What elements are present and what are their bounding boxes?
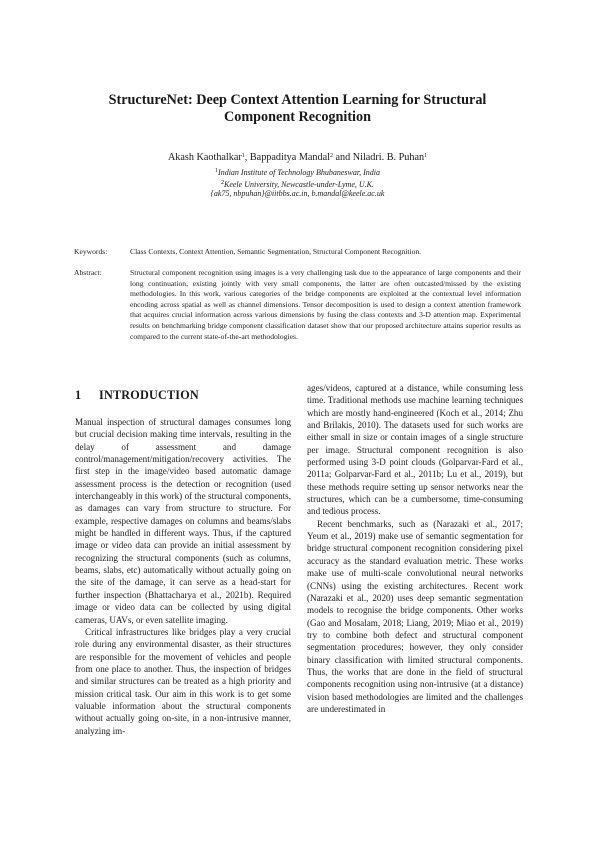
abstract-text: Structural component recognition using images is a very challenging task due to the appearance of large components and their long continuation, existing jointly with very small components, the latter are often outcasted/missed by the existing methodologies. In this work, various categories of the bridge components are exploited at the contextual level information encoding across spatial as well as channel dimensions. Tensor decomposition is used to design a context attention framework that acquires crucial information across various dimensions by fusing the class contexts and 3-D attention map. Experimental results on benchmarking bridge component classification dataset show that our proposed architecture attains superior results as compared to the current state-of-the-art methodologies. <box>130 268 521 341</box>
author-affiliation-mark: 1 <box>424 153 428 159</box>
author-emails: {ak75, nbpuhan}@iitbbs.ac.in, b.mandal@keele.ac.uk <box>210 189 385 198</box>
paper-title-line-2: Component Recognition <box>223 109 371 125</box>
paper-title-line-1: StructureNet: Deep Context Attention Learning for Structural <box>108 92 487 108</box>
affiliation-1 <box>60 166 535 178</box>
author-name: Bappaditya Mandal <box>249 152 330 163</box>
keywords-label: Keywords: <box>74 247 108 256</box>
keywords-text: Class Contexts, Context Attention, Semantic Segmentation, Structural Component Recognition. <box>130 247 422 256</box>
affiliation-mark: 1 <box>215 168 219 174</box>
paragraph: Critical infrastructures like bridges play a very crucial role during any environmental disaster, as their structures are responsible for the movement of vehicles and people from one place to another. Thus, the inspection of bridges and similar structures can be treated as a high priority and mission critical task. Our aim in this work is to get some valuable information about the structural components without actually going on-site, in a non-intrusive manner, analyzing im- <box>75 626 291 736</box>
section-title: INTRODUCTION <box>99 388 199 402</box>
affiliation-text: Indian Institute of Technology Bhubaneswar, India <box>218 168 380 177</box>
left-column <box>75 388 291 737</box>
section-heading <box>75 388 291 402</box>
affiliation-mark: 2 <box>220 180 224 186</box>
affiliation-text: Keele University, Newcastle-under-Lyme, U.K. <box>223 180 374 189</box>
author-affiliation-mark: 1 <box>241 153 245 159</box>
author-affiliation-mark: 2 <box>329 153 333 159</box>
paragraph: Recent benchmarks, such as (Narazaki et al., 2017; Yeum et al., 2019) make use of semantic segmentation for bridge structural component recognition considering pixel accuracy as the standard evaluation metric. These works make use of multi-scale convolutional neural networks (CNNs) using the existing architectures. Recent work (Narazaki et al., 2020) uses deep semantic segmentation models to recognise the bridge components. Other works (Gao and Mosalam, 2018; Liang, 2019; Miao et al., 2019) try to combine both defect and structural component segmentation procedures; however, they only consider binary classification with limited structural components. Thus, the works that are done in the field of structural components recognition using non-intrusive (at a distance) vision based methodologies are limited and the challenges are underestimated in <box>307 518 523 714</box>
author-separator: , <box>244 152 250 163</box>
abstract-label: Abstract: <box>74 268 102 277</box>
paragraph: Manual inspection of structural damages consumes long but crucial decision making time intervals, resulting in the delay of assessment and damage control/management/mitigation/recovery activities. The first step in the image/video based automatic damage assessment process is the detection or recognition (used interchangeably in this work) of the structural components, as damages can vary from structure to structure. For example, respective damages on columns and beams/slabs might be handled in different ways. Thus, if the captured image or video data can provide an initial assessment by recognizing the structural components (such as columns, beams, slabs, etc) automatically without actually going on the site of the damage, it can serve as a head-start for further inspection (Bhattacharya et al., 2021b). Required image or video data can be collected by using digital cameras, UAVs, or even satellite imaging. <box>75 417 291 625</box>
author-name: Niladri. B. Puhan <box>352 152 425 163</box>
section-number: 1 <box>75 388 82 402</box>
paper-title <box>60 92 535 126</box>
right-column <box>307 382 523 715</box>
author-separator: and <box>332 152 353 163</box>
author-list <box>60 150 535 164</box>
paragraph: ages/videos, captured at a distance, while consuming less time. Traditional methods use machine learning techniques which are mostly hand-engineered (Koch et al., 2014; Zhu and Brilakis, 2010). The datasets used for such works are either small in size or contain images of a single structure per image. Structural component recognition is also performed using 3-D point clouds (Golparvar-Fard et al., 2011a; Golparvar-Fard et al., 2011b; Lu et al., 2019), but these methods require setting up sensor networks near the structures, which can be a cumbersome, time-consuming and tedious process. <box>307 383 523 517</box>
author-name: Akash Kaothalkar <box>167 152 242 163</box>
